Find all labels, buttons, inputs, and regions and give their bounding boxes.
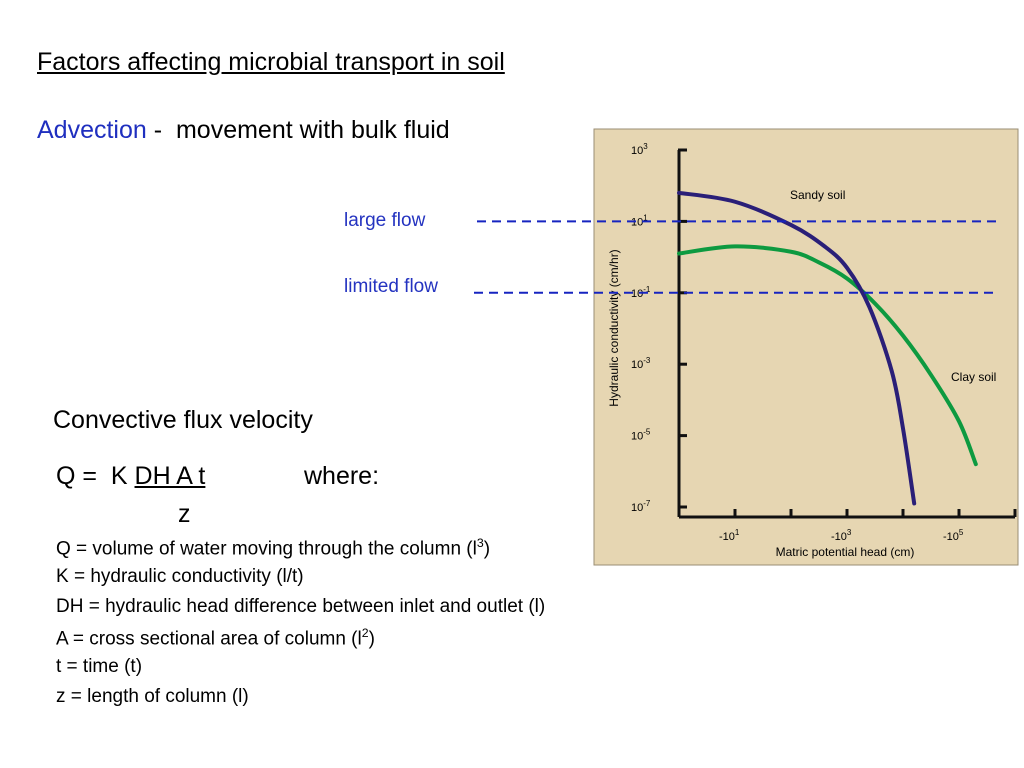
definition-superscript: 2	[361, 626, 369, 640]
y-tick-label: $10^{-7}$	[631, 499, 651, 514]
definition-superscript: 3	[476, 536, 484, 550]
definition-text: DH = hydraulic head difference between inlet and outlet (l)	[56, 596, 546, 617]
definition-text: t = time (t)	[56, 656, 143, 677]
sandy-soil-label: Sandy soil	[790, 188, 846, 202]
x-axis-label: Matric potential head (cm)	[775, 545, 915, 559]
x-tick-label: $-10^5$	[943, 528, 964, 543]
y-tick-label: $10^{-3}$	[631, 356, 651, 372]
clay-soil-label: Clay soil	[951, 370, 997, 384]
slide-title: Factors affecting microbial transport in soil	[37, 48, 505, 76]
convective-flux-heading: Convective flux velocity	[53, 406, 313, 434]
large-flow-label: large flow	[344, 210, 426, 231]
advection-term: Advection	[37, 116, 147, 144]
y-tick-label: $10^1$	[631, 213, 648, 229]
x-tick-label: $-10^1$	[719, 528, 740, 543]
advection-separator: -	[146, 116, 170, 144]
definition-text: Q = volume of water moving through the column (l	[56, 538, 477, 560]
advection-definition: movement with bulk fluid	[175, 116, 450, 144]
y-tick-label: $10^{-5}$	[631, 427, 651, 443]
x-tick-label: $-10^3$	[831, 528, 852, 543]
y-axis-label: Hydraulic conductivity (cm/hr)	[607, 249, 621, 407]
equation-lhs: Q = K	[56, 462, 135, 490]
definition-text: A = cross sectional area of column (l	[56, 628, 362, 650]
y-tick-label: $10^3$	[631, 142, 648, 157]
definition-text-end: )	[368, 628, 375, 650]
definition-text: z = length of column (l)	[56, 686, 249, 707]
y-tick-label: $10^{-1}$	[631, 284, 651, 300]
equation-denominator: z	[178, 500, 191, 528]
definition-text-end: )	[483, 538, 491, 560]
equation-numerator: DH A t	[134, 462, 206, 490]
definition-text: K = hydraulic conductivity (l/t)	[56, 566, 304, 587]
limited-flow-label: limited flow	[344, 276, 438, 297]
equation-where: where:	[304, 462, 380, 490]
